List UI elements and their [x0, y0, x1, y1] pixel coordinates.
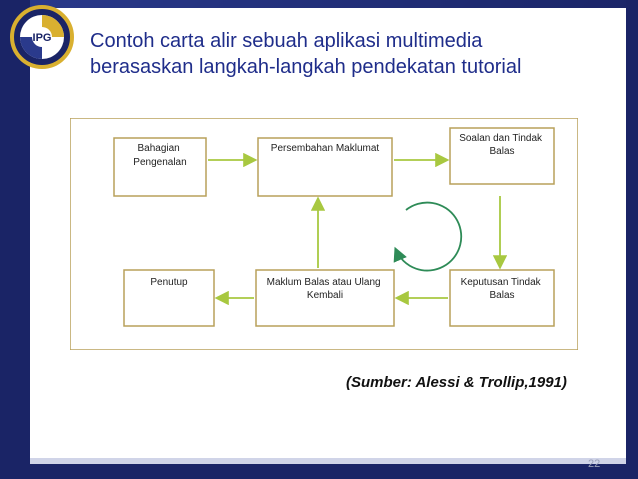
node-label: Soalan dan Tindak	[459, 133, 543, 144]
ipg-logo	[6, 4, 78, 70]
node-label: Balas	[489, 290, 515, 301]
right-rail	[626, 0, 638, 479]
node-label: Persembahan Maklumat	[270, 143, 380, 154]
node-soalan-tindak-balas	[450, 128, 554, 184]
node-penutup	[124, 270, 214, 326]
node-label: Kembali	[306, 290, 344, 301]
node-maklum-balas	[256, 270, 394, 326]
node-label: Penutup	[150, 277, 188, 288]
slide-title	[90, 28, 610, 80]
cycle-arrow-icon	[396, 203, 461, 271]
logo-lettering: IPG	[32, 32, 52, 44]
left-rail	[0, 0, 30, 479]
page-number: 22	[588, 458, 601, 470]
node-label: Maklum Balas atau Ulang	[266, 277, 381, 288]
title-line-2: berasaskan langkah-langkah pendekatan tutorial	[90, 56, 522, 78]
flowchart	[70, 118, 578, 350]
svg-text:Penutup	[150, 277, 188, 288]
node-label: Keputusan Tindak	[460, 277, 541, 288]
node-label: Pengenalan	[133, 157, 187, 168]
slide-footer-band	[30, 458, 626, 464]
node-label: Balas	[489, 146, 515, 157]
node-label: Bahagian	[137, 143, 180, 154]
svg-text:Persembahan Maklumat	[271, 143, 380, 154]
title-line-1: Contoh carta alir sebuah aplikasi multimedia	[90, 30, 483, 52]
node-bahagian-pengenalan	[114, 138, 206, 196]
node-keputusan-tindak-balas	[450, 270, 554, 326]
node-persembahan-maklumat	[258, 138, 392, 196]
source-citation: (Sumber: Alessi & Trollip,1991)	[346, 374, 567, 391]
